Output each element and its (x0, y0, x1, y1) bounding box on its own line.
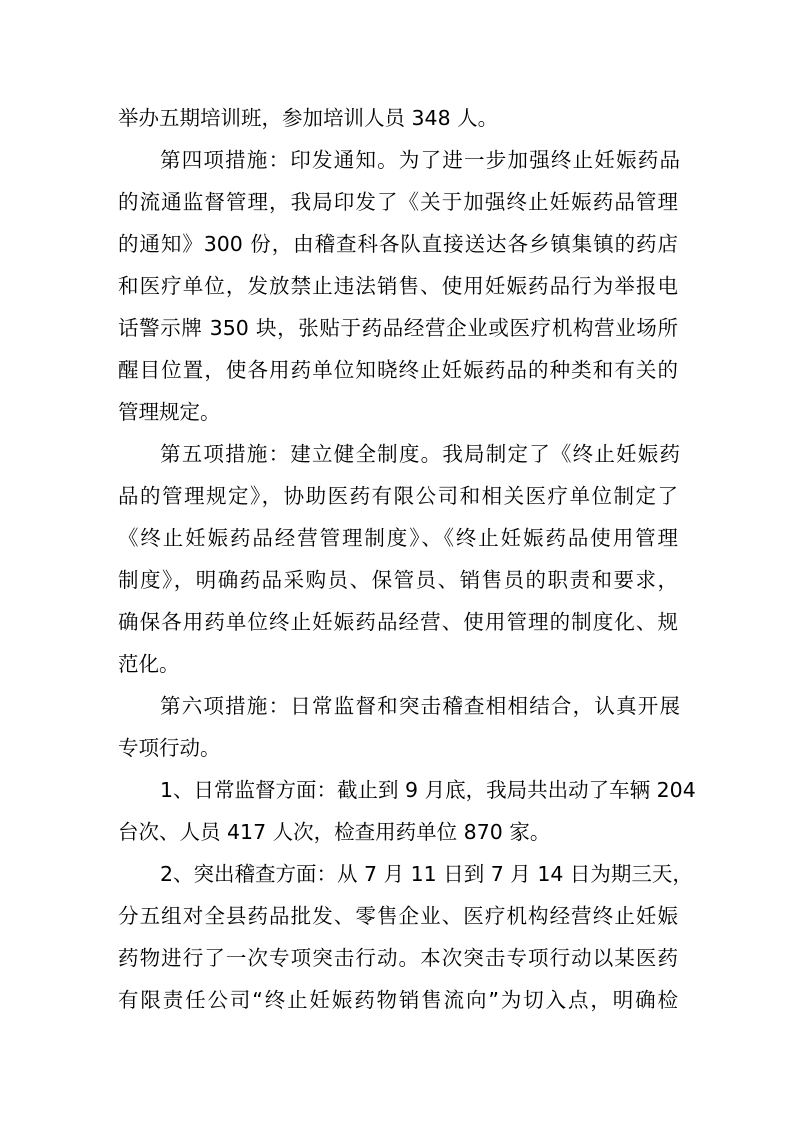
text-line: 管理规定。 (118, 400, 221, 424)
text-line: 药物进行了一次专项突击行动。本次突击专项行动以某医药 (118, 946, 678, 970)
text-line: 品的管理规定》，协助医药有限公司和相关医疗单位制定了 (118, 484, 678, 508)
text-line: 的通知》300 份，由稽查科各队直接送达各乡镇集镇的药店 (118, 232, 678, 256)
text-line: 确保各用药单位终止妊娠药品经营、使用管理的制度化、规 (118, 610, 678, 634)
text-line: 举办五期培训班，参加培训人员 348 人。 (118, 106, 499, 130)
text-line: 分五组对全县药品批发、零售企业、医疗机构经营终止妊娠 (118, 904, 678, 928)
text-line: 话警示牌 350 块，张贴于药品经营企业或医疗机构营业场所 (118, 316, 678, 340)
text-line: 有限责任公司“终止妊娠药物销售流向”为切入点，明确检 (118, 988, 678, 1012)
text-line: 制度》，明确药品采购员、保管员、销售员的职责和要求， (118, 568, 678, 592)
text-line: 第五项措施：建立健全制度。我局制定了《终止妊娠药 (160, 442, 680, 466)
text-line: 专项行动。 (118, 736, 221, 760)
text-line: 2、突出稽查方面：从 7 月 11 日到 7 月 14 日为期三天， (160, 862, 693, 886)
text-line: 范化。 (118, 652, 180, 676)
text-line: 1、日常监督方面：截止到 9 月底，我局共出动了车辆 204 (160, 778, 696, 802)
text-line: 第四项措施：印发通知。为了进一步加强终止妊娠药品 (160, 148, 680, 172)
text-line: 的流通监督管理，我局印发了《关于加强终止妊娠药品管理 (118, 190, 678, 214)
text-line: 第六项措施：日常监督和突击稽查相相结合，认真开展 (160, 694, 680, 718)
text-line: 《终止妊娠药品经营管理制度》、《终止妊娠药品使用管理 (118, 526, 678, 550)
text-line: 醒目位置，使各用药单位知晓终止妊娠药品的种类和有关的 (118, 358, 678, 382)
text-line: 和医疗单位，发放禁止违法销售、使用妊娠药品行为举报电 (118, 274, 678, 298)
text-line: 台次、人员 417 人次，检查用药单位 870 家。 (118, 820, 551, 844)
